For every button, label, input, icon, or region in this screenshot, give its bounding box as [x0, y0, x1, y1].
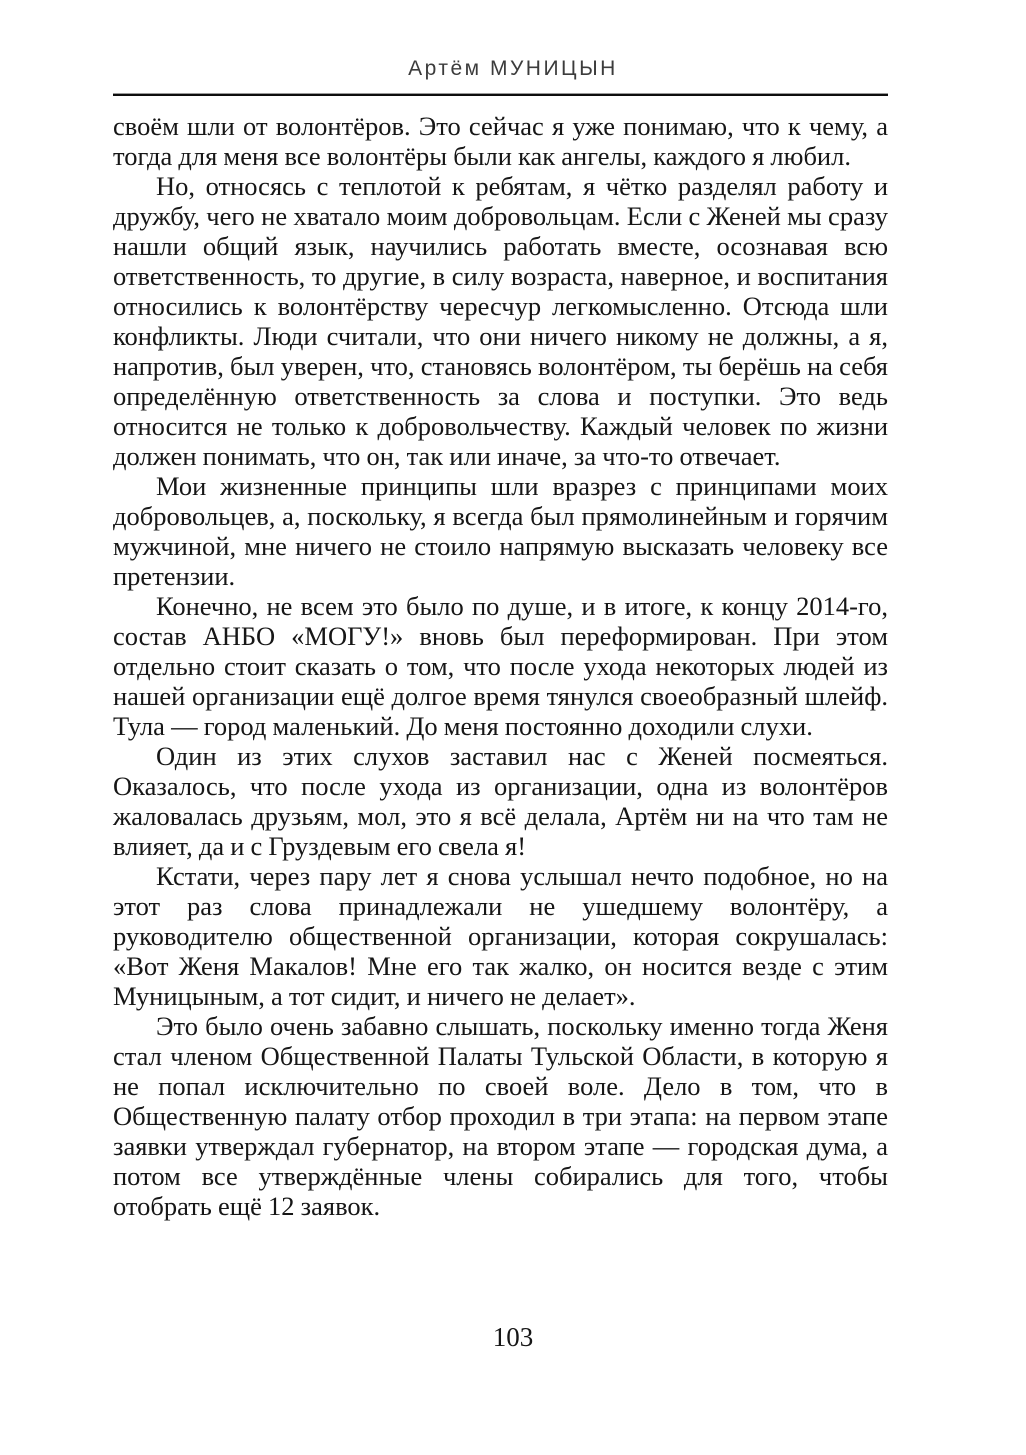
paragraph: Это было очень забавно слышать, поскольку именно тогда Женя стал членом Общественной Палаты Тульской Области, в которую я не попал исключительно по своей воле. Дело в том, что в Общественную палату отбор проходил в три этапа: на первом этапе заявки утверждал губернатор, на втором этапе — городская дума, а потом все утверждённые члены собирались для того, чтобы отобрать ещё 12 заявок. [113, 1011, 888, 1221]
header-rule [113, 93, 888, 96]
paragraph: Конечно, не всем это было по душе, и в итоге, к концу 2014-го, состав АНБО «МОГУ!» вновь был переформирован. При этом отдельно стоит сказать о том, что после ухода некоторых людей из нашей организации ещё долгое время тянулся своеобразный шлейф. Тула — город маленький. До меня постоянно доходили слухи. [113, 591, 888, 741]
paragraph: Кстати, через пару лет я снова услышал нечто подобное, но на этот раз слова принадлежали не ушедшему волонтёру, а руководителю общественной организации, которая сокрушалась: «Вот Женя Макалов! Мне его так жалко, он носится везде с этим Муницыным, а тот сидит, и ничего не делает». [113, 861, 888, 1011]
paragraph: Один из этих слухов заставил нас с Женей посмеяться. Оказалось, что после ухода из организации, одна из волонтёров жаловалась друзьям, мол, это я всё делала, Артём ни на что там не влияет, да и с Груздевым его свела я! [113, 741, 888, 861]
paragraph: Но, относясь с теплотой к ребятам, я чётко разделял работу и дружбу, чего не хватало моим добровольцам. Если с Женей мы сразу нашли общий язык, научились работать вместе, осознавая всю ответственность, то другие, в силу возраста, наверное, и воспитания относились к волонтёрству чересчур легкомысленно. Отсюда шли конфликты. Люди считали, что они ничего никому не должны, а я, напротив, был уверен, что, становясь волонтёром, ты берёшь на себя определённую ответственность за слова и поступки. Это ведь относится не только к добровольчеству. Каждый человек по жизни должен понимать, что он, так или иначе, за что-то отвечает. [113, 171, 888, 471]
paragraph: своём шли от волонтёров. Это сейчас я уже понимаю, что к чему, а тогда для меня все волонтёры были как ангелы, каждого я любил. [113, 111, 888, 171]
page-body [113, 111, 888, 1221]
running-head-author: Артём МУНИЦЫН [408, 57, 618, 80]
page-number: 103 [492, 1322, 534, 1352]
paragraph: Мои жизненные принципы шли вразрез с принципами моих добровольцев, а, поскольку, я всегда был прямолинейным и горячим мужчиной, мне ничего не стоило напрямую высказать человеку все претензии. [113, 471, 888, 591]
